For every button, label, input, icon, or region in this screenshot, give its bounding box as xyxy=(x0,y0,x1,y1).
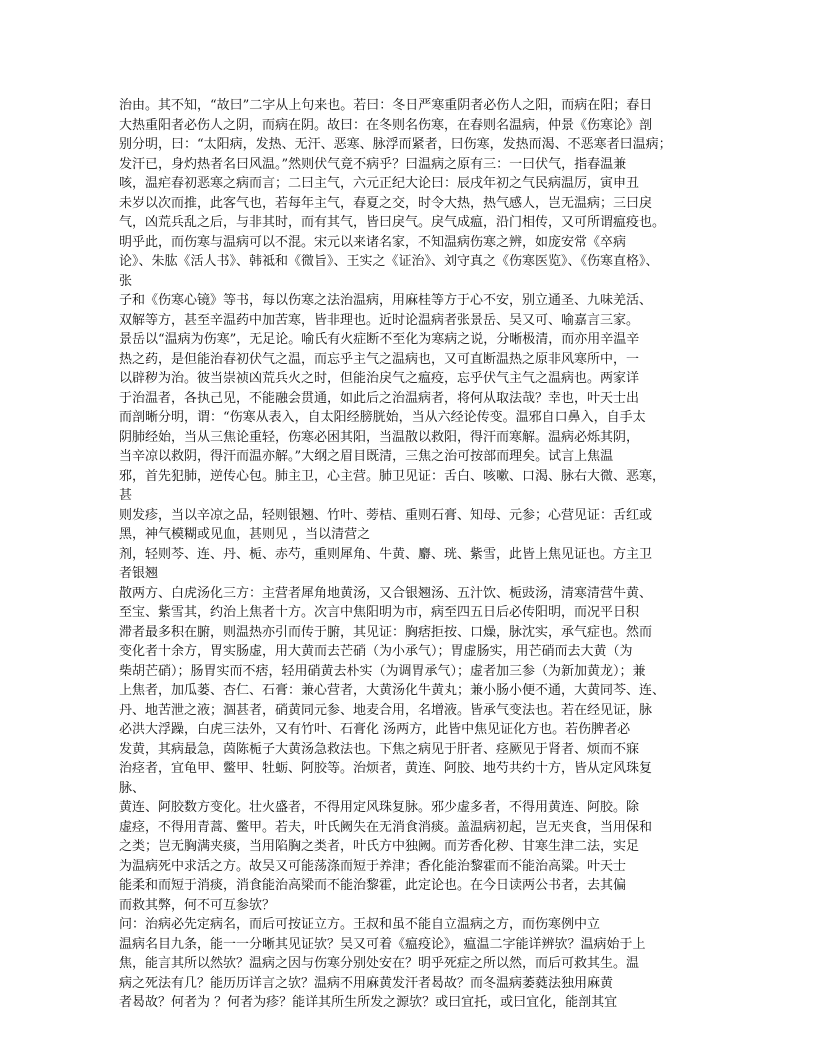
text-line: 子和《伤寒心镜》等书，每以伤寒之法治温病，用麻桂等方于心不安，别立通圣、九味羌活、 xyxy=(119,293,653,308)
text-line: 热之药，是但能治春初伏气之温，而忘乎主气之温病也，又可直断温热之原非风寒所中，一 xyxy=(119,351,640,367)
text-line: 治由。其不知，“故曰”二字从上句来也。若曰：冬日严寒重阴者必伤人之阳，而病在阳；春日 xyxy=(119,98,653,113)
text-line: 气，凶荒兵乱之后，与非其时，而有其气，皆曰戾气。戾气成瘟，沿门相传，又可所谓瘟疫也。 xyxy=(119,215,666,230)
text-line: 甚 xyxy=(119,488,133,503)
text-line: 论》、朱肱《活人书》、韩祗和《微旨》、王实之《证治》、刘守真之《伤寒医览》、《伤寒直格》、 xyxy=(119,254,659,269)
text-line: 阴肺经始，当从三焦论重轻，伤寒必困其阳，当温散以救阳，得汗而寒解。温病必烁其阴， xyxy=(119,429,640,445)
text-line: 为温病死中求活之方。故吴又可能荡涤而短于养津；香化能治黎霍而不能治高粱。叶天士 xyxy=(119,858,627,874)
text-line: 黑，神气模糊或见血，甚则见 ，当以清营之 xyxy=(119,527,371,542)
text-line: 当辛凉以救阴，得汗而温亦解。”大纲之眉目既清，三焦之治可按部而理矣。试言上焦温 xyxy=(119,449,614,464)
text-line: 而剖晰分明，谓：“伤寒从表入，自太阳经膀胱始，当从六经论传变。温邪自口鼻入，自手太 xyxy=(119,410,646,425)
text-line: 以辟秽为治。彼当崇祯凶荒兵火之时，但能治戾气之瘟疫，忘乎伏气主气之温病也。两家详 xyxy=(119,371,640,386)
text-line: 发黄，其病最急，茵陈栀子大黄汤急救法也。下焦之病见于肝者、痉厥见于肾者、烦而不寐 xyxy=(119,741,640,757)
text-line: 柴胡芒硝）；肠胃实而不痞，轻用硝黄去朴实（为调胃承气）；虚者加三参（为新加黄龙）；兼 xyxy=(119,663,646,679)
text-line: 至宝、紫雪其，约治上焦者十方。次言中焦阳明为市，病至四五日后必传阳明，而况平日积 xyxy=(119,605,640,620)
text-line: 温病名目九条，能一一分晰其见证欤？吴又可着《瘟疫论》，瘟温二字能详辨欤？温病始于上 xyxy=(119,936,646,952)
body-text xyxy=(119,96,679,1013)
text-line: 咳，温疟春初恶寒之病而言；二曰主气，六元正纪大论曰：辰戌年初之气民病温厉，寅申丑 xyxy=(119,176,640,191)
text-line: 能柔和而短于消痰，消食能治高梁而不能治黎霍，此定论也。在今日读两公书者，去其偏 xyxy=(119,878,627,893)
text-line: 必洪大浮躁，白虎三法外，又有竹叶、石膏化 汤两方，此皆中焦见证化方也。若伤脾者必 xyxy=(119,722,631,737)
text-line: 脉、 xyxy=(119,780,146,796)
text-line: 剂，轻则芩、连、丹、栀、赤芍，重则犀角、牛黄、麝、珖、紫雪，此皆上焦见证也。方主卫 xyxy=(119,546,653,562)
text-line: 则发疹，当以辛凉之品，轻则银翘、竹叶、蒡桔、重则石膏、知母、元参；心营见证：舌红或 xyxy=(119,507,653,523)
text-line: 丹、地苦泄之液；涸甚者，硝黄同元参、地麦合用，名增液。皆承气变法也。若在经见证，脉 xyxy=(119,702,653,718)
text-line: 焦，能言其所以然欤？温病之因与伤寒分别处安在？明乎死症之所以然，而后可救其生。温 xyxy=(119,956,640,971)
text-line: 张 xyxy=(119,273,133,289)
text-line: 者银翘 xyxy=(119,566,159,581)
text-line: 上焦者，加瓜蒌、杏仁、石膏：兼心营者，大黄汤化牛黄丸；兼小肠小便不通，大黄同芩、连、 xyxy=(119,683,666,698)
text-line: 景岳以“温病为伤寒”，无足论。喻氏有火症断不至化为寒病之说，分晰极清，而亦用辛温辛 xyxy=(119,332,640,347)
text-line: 问：治病必先定病名，而后可按证立方。王叔和虽不能自立温病之方，而伤寒例中立 xyxy=(119,917,601,932)
text-line: 于治温者，各执己见，不能融会贯通，如此后之治温病者，将何从取法哉？幸也，叶天士出 xyxy=(119,390,640,406)
text-line: 散两方、白虎汤化三方：主营者犀角地黄汤，又合银翘汤、五汁饮、栀豉汤，清寒清营牛黄、 xyxy=(119,585,653,601)
text-line: 发汗已，身灼热者名曰风温。”然则伏气竟不病乎？曰温病之原有三：一曰伏气，指春温兼 xyxy=(119,156,627,172)
text-line: 变化者十余方，胃实肠虚，用大黄而去芒硝（为小承气）；胃虚肠实，用芒硝而去大黄（为 xyxy=(119,644,633,659)
text-line: 病之死法有几？能历历详言之欤？温病不用麻黄发汗者曷故？而冬温病萎蕤法独用麻黄 xyxy=(119,975,614,991)
text-line: 邪，首先犯肺，逆传心包。肺主卫，心主营。肺卫见证：舌白、咳嗽、口渴、脉右大微、恶寒， xyxy=(119,468,666,484)
text-line: 别分明，曰：“太阳病，发热、无汗、恶寒、脉浮而紧者，曰伤寒，发热而渴、不恶寒者曰温病； xyxy=(119,137,672,152)
text-line: 双解等方，甚至辛温药中加苦寒，皆非理也。近时论温病者张景岳、吴又可、喻嘉言三家。 xyxy=(119,312,640,328)
text-line: 者曷故？何者为 ？何者为疹？能详其所生所发之源欤？或曰宜托，或曰宜化，能剖其宜 xyxy=(119,995,618,1010)
text-line: 虚痉，不得用青蒿、鳖甲。若夫，叶氏阙失在无消食消痰。盖温病初起，岂无夹食，当用保和 xyxy=(119,819,653,835)
text-line: 之类；岂无胸满夹痰，当用陷胸之类者，叶氏方中独阙。而芳香化秽、甘寒生津二法，实足 xyxy=(119,839,640,854)
text-line: 滞者最多积在腑，则温热亦引而传于腑，其见证：胸痞拒按、口燥，脉沈实，承气症也。然而 xyxy=(119,624,653,640)
text-line: 大热重阳者必伤人之阴，而病在阴。故曰：在冬则名伤寒，在春则名温病，仲景《伤寒论》剖 xyxy=(119,117,653,133)
text-line: 未岁以次而推，此客气也，若每年主气，春夏之交，时令大热，热气感人，岂无温病；三曰戾 xyxy=(119,195,653,211)
text-line: 而救其弊，何不可互参欤？ xyxy=(119,897,276,913)
text-line: 黄连、阿胶数方变化。壮火盛者，不得用定风珠复脉。邪少虚多者，不得用黄连、阿胶。除 xyxy=(119,800,640,815)
text-line: 明乎此，而伤寒与温病可以不混。宋元以来诸名家，不知温病伤寒之辨，如庞安常《卒病 xyxy=(119,234,627,250)
text-line: 治痉者，宜龟甲、鳖甲、牡蛎、阿胶等。治烦者，黄连、阿胶、地芍共约十方，皆从定风珠复 xyxy=(119,761,653,776)
